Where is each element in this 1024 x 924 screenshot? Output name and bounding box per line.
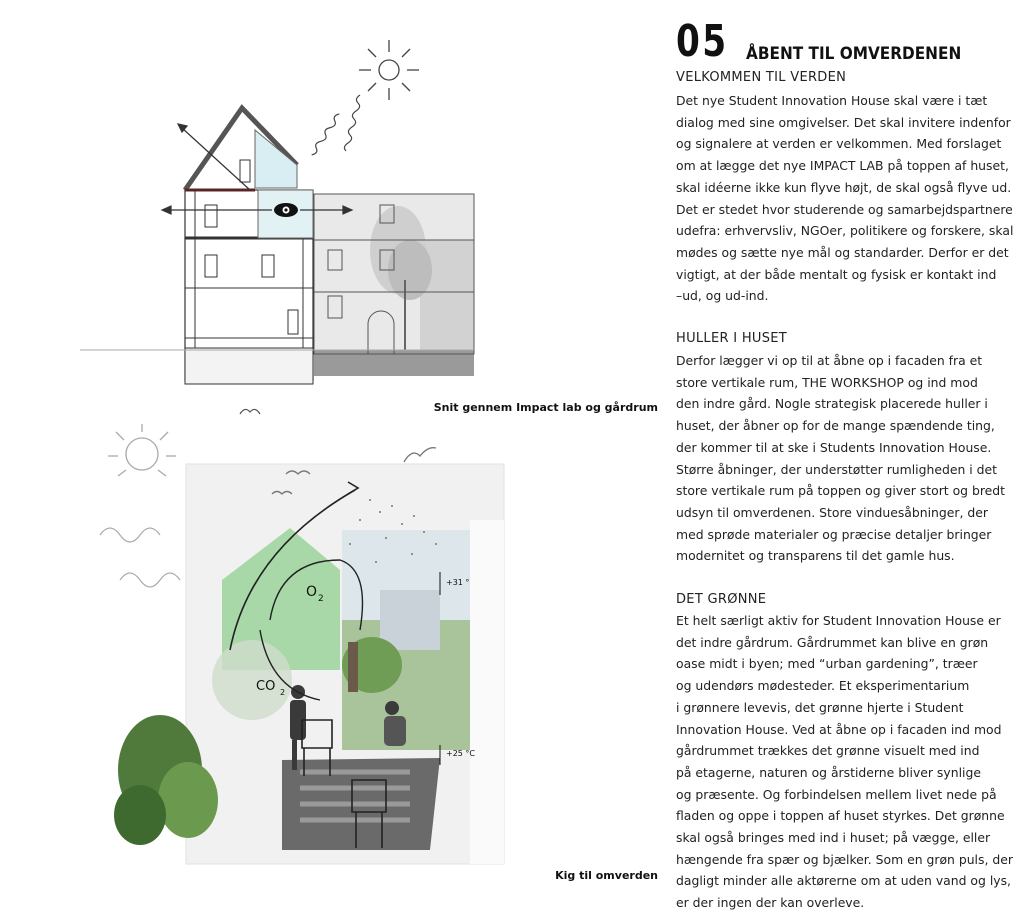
text-line: Derfor lægger vi op til at åbne op i facaden fra et: [676, 353, 983, 368]
sun-icon: [359, 40, 419, 100]
section-title: ÅBENT TIL OMVERDENEN: [746, 44, 962, 64]
view-collage: [0, 420, 660, 870]
text-line: udefra: erhvervsliv, NGOer, politikere og forskere, skal: [676, 223, 1014, 239]
text-line: Innovation House. Ved at åbne op i facaden ind mod: [676, 721, 1002, 737]
text-line: om at lægge det nye IMPACT LAB på toppen af huset,: [676, 158, 1009, 174]
caption-section-drawing: Snit gennem Impact lab og gårdrum: [433, 401, 658, 414]
svg-text:O: O: [306, 584, 318, 600]
text-line: den indre gård. Nogle strategisk placerede huller i: [676, 396, 988, 412]
text-line: på etagerne, naturen og årstiderne bliver synlige: [676, 764, 981, 780]
text-line: mødes og sætte nye mål og standarder. Derfor er det: [676, 244, 1009, 260]
text-line: med sprøde materialer og præcise detaljer bringer: [676, 526, 992, 542]
section-drawing: [0, 0, 660, 420]
text-line: skal idéerne ikke kun flyve højt, de skal også flyve ud.: [676, 179, 1012, 195]
svg-text:2: 2: [318, 594, 324, 604]
temperature-high-label: +31 °: [446, 578, 470, 587]
text-line: Større åbninger, der understøtter rumligheden i det: [676, 461, 997, 477]
text-line: oase midt i byen; med “urban gardening”, træer: [676, 656, 978, 672]
text-line: modernitet og transparens til det gamle hus.: [676, 548, 955, 564]
subheading-green: DET GRØNNE: [676, 592, 767, 607]
subheading-welcome: VELKOMMEN TIL VERDEN: [676, 70, 847, 85]
subheading-holes: HULLER I HUSET: [676, 331, 788, 346]
section-number: 05: [676, 16, 729, 67]
text-line: og signalere at verden er velkommen. Med forslaget: [676, 136, 1002, 152]
text-line: og præsente. Og forbindelsen mellem livet nede på: [676, 786, 997, 802]
text-line: huset, der åbner op for de mange spændende ting,: [676, 418, 995, 434]
svg-text:2: 2: [280, 688, 286, 697]
caption-view-collage: Kig til omverden: [555, 869, 658, 882]
text-line: –ud, og ud-ind.: [676, 288, 769, 304]
paragraph-holes: [676, 350, 1016, 567]
text-line: Det nye Student Innovation House skal være i tæt: [676, 93, 988, 108]
text-line: dagligt minder alle aktørerne om at uden vand og lys,: [676, 873, 1011, 889]
text-line: Det er stedet hvor studerende og samarbejdspartnere: [676, 201, 1013, 217]
text-line: gårdrummet trækkes det grønne visuelt med ind: [676, 743, 980, 759]
sun-icon: [108, 424, 176, 476]
paragraph-green: [676, 610, 1016, 914]
paragraph-welcome: [676, 90, 1016, 307]
svg-text:CO: CO: [256, 679, 276, 694]
temperature-low-label: +25 °C: [446, 749, 476, 758]
text-line: dialog med sine omgivelser. Det skal invitere indenfor: [676, 114, 1011, 130]
text-line: og udendørs mødesteder. Et eksperimentarium: [676, 678, 970, 694]
text-line: store vertikale rum på toppen og giver stort og bredt: [676, 483, 1006, 499]
text-line: store vertikale rum, THE WORKSHOP og ind mod: [676, 374, 978, 390]
text-line: i grønnere levevis, det grønne hjerte i Student: [676, 699, 964, 715]
text-line: vigtigt, at der både mentalt og fysisk er kontakt ind: [676, 266, 997, 282]
bird-icon: [240, 409, 260, 414]
text-line: det indre gårdrum. Gårdrummet kan blive en grøn: [676, 634, 989, 650]
eye-icon: [274, 203, 298, 217]
text-line: skal også bringes med ind i huset; på vægge, eller: [676, 830, 991, 846]
text-line: fladen og oppe i toppen af huset styrkes. Det grønne: [676, 808, 1005, 824]
text-line: Et helt særligt aktiv for Student Innovation House er: [676, 613, 1001, 628]
text-line: der kommer til at ske i Students Innovation House.: [676, 439, 992, 455]
text-line: udsyn til omverdenen. Store vinduesåbninger, der: [676, 504, 988, 520]
text-line: hængende fra spær og bjælker. Som en grøn puls, der: [676, 851, 1013, 867]
text-line: er der ingen der kan overleve.: [676, 895, 865, 911]
